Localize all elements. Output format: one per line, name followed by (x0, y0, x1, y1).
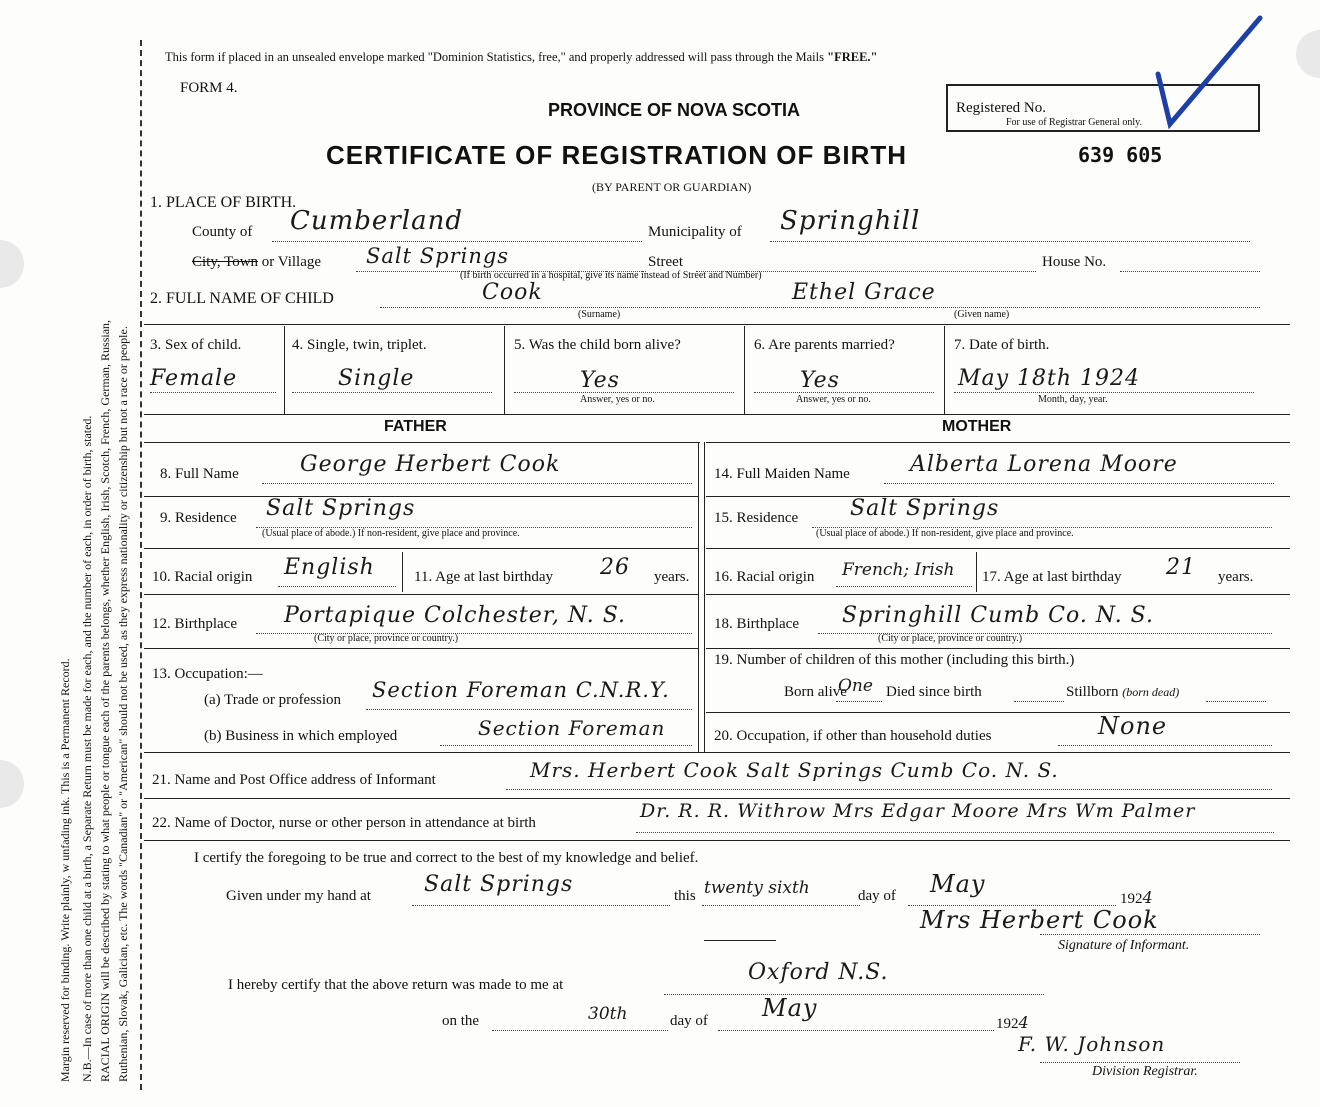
father-name-label: 8. Full Name (160, 466, 239, 482)
informant-label: 21. Name and Post Office address of Informant (152, 772, 436, 788)
mother-age-unit: years. (1218, 569, 1254, 585)
year-value: 1924 (1120, 888, 1153, 907)
margin-note: Margin reserved for binding. Write plainly, w unfading ink. This is a Permanent Record. (58, 658, 72, 1082)
registrar-signature: F. W. Johnson (1018, 1032, 1166, 1056)
father-residence-label: 9. Residence (160, 510, 237, 526)
margin-note: RACIAL ORIGIN will be described by stating to what people or tongue each of the parents belongs, whether English, Irish, Scotch, French, German, Russian, (98, 319, 112, 1082)
form-number: FORM 4. (180, 80, 238, 96)
father-residence-value: Salt Springs (266, 496, 416, 521)
mother-race-label: 16. Racial origin (714, 569, 815, 585)
place-of-birth-label: 1. PLACE OF BIRTH. (150, 194, 297, 211)
born-alive-value: Yes (580, 368, 620, 393)
mail-notice: This form if placed in an unsealed envelope marked "Dominion Statistics, free," and properly addressed will pass through the Mails "FREE." (165, 50, 878, 64)
margin-note: N.B.—In case of more than one child at a birth, a Separate Return must be made for each, and the number of each, in order of birth, stated. (80, 415, 94, 1082)
parents-married-caption: Answer, yes or no. (796, 394, 871, 405)
binder-hole (1296, 30, 1320, 78)
date-caption: Month, day, year. (1038, 394, 1108, 405)
father-age-value: 26 (600, 555, 630, 580)
born-alive-caption: Answer, yes or no. (580, 394, 655, 405)
plurality-value: Single (338, 366, 415, 391)
born-alive-label: 5. Was the child born alive? (514, 337, 681, 353)
registrar-year-value: 1924 (996, 1013, 1029, 1032)
doctor-value: Dr. R. R. Withrow Mrs Edgar Moore Mrs Wm Palmer (640, 800, 1196, 822)
trade-value: Section Foreman C.N.R.Y. (372, 678, 670, 702)
sex-value: Female (150, 366, 238, 391)
child-given-name: Ethel Grace (792, 280, 936, 305)
sex-label: 3. Sex of child. (150, 337, 242, 353)
children-count-label: 19. Number of children of this mother (including this birth.) (714, 652, 1075, 668)
parents-married-value: Yes (800, 368, 840, 393)
day-of-label: day of (858, 888, 896, 904)
margin-note: Ruthenian, Slovak, Galician, etc. The words "Canadian" or "American" should not be used, as they express nationality or citizenship but not a race or people. (116, 326, 130, 1082)
registrar-month-value: May (762, 994, 818, 1022)
father-age-unit: years. (654, 569, 690, 585)
father-name-value: George Herbert Cook (300, 452, 561, 477)
certificate-title: CERTIFICATE OF REGISTRATION OF BIRTH (326, 140, 908, 170)
business-value: Section Foreman (478, 716, 666, 740)
binding-margin-line (140, 40, 142, 1090)
province-title: PROVINCE OF NOVA SCOTIA (548, 100, 801, 120)
hospital-note: (If birth occurred in a hospital, give its name instead of Street and Number) (460, 270, 762, 281)
registered-note: For use of Registrar General only. (1006, 117, 1142, 128)
registered-label: Registered No. (956, 100, 1046, 116)
father-birthplace-caption: (City or place, province or country.) (314, 633, 459, 644)
surname-caption: (Surname) (578, 309, 621, 320)
county-value: Cumberland (290, 206, 463, 236)
month-value: May (930, 870, 986, 898)
given-place-value: Salt Springs (424, 872, 574, 897)
mother-residence-caption: (Usual place of abode.) If non-resident, give place and province. (816, 528, 1074, 539)
mother-birthplace-value: Springhill Cumb Co. N. S. (842, 603, 1154, 628)
born-alive-count-label: Born alive (784, 684, 847, 700)
subtitle: (BY PARENT OR GUARDIAN) (592, 180, 752, 194)
doctor-label: 22. Name of Doctor, nurse or other person in attendance at birth (152, 815, 536, 831)
father-age-label: 11. Age at last birthday (414, 569, 553, 585)
check-mark-icon (1150, 12, 1270, 132)
this-label: this (674, 888, 696, 904)
mother-birthplace-label: 18. Birthplace (714, 616, 799, 632)
mother-name-label: 14. Full Maiden Name (714, 466, 850, 482)
registrar-day-of-label: day of (670, 1013, 708, 1029)
village-value: Salt Springs (366, 244, 510, 268)
mother-occupation-label: 20. Occupation, if other than household duties (714, 728, 992, 744)
father-heading: FATHER (384, 418, 447, 435)
parents-married-label: 6. Are parents married? (754, 337, 895, 353)
child-surname: Cook (482, 280, 543, 305)
registrar-statement: I hereby certify that the above return was made to me at (228, 977, 564, 993)
mother-occupation-value: None (1098, 712, 1168, 740)
mother-heading: MOTHER (942, 418, 1012, 435)
child-name-label: 2. FULL NAME OF CHILD (150, 290, 334, 307)
father-birthplace-label: 12. Birthplace (152, 616, 237, 632)
mother-age-value: 21 (1166, 555, 1196, 580)
mother-birthplace-caption: (City or place, province or country.) (878, 633, 1023, 644)
father-race-label: 10. Racial origin (152, 569, 253, 585)
given-name-caption: (Given name) (954, 309, 1010, 320)
father-occupation-label: 13. Occupation:— (152, 666, 263, 682)
city-label: City, Town or Village (192, 254, 322, 270)
house-number-label: House No. (1042, 254, 1107, 270)
date-of-birth-label: 7. Date of birth. (954, 337, 1050, 353)
binder-hole (0, 240, 24, 288)
binder-hole (0, 760, 24, 808)
certificate-number: 639 605 (1078, 143, 1163, 167)
plurality-label: 4. Single, twin, triplet. (292, 337, 427, 353)
father-race-value: English (284, 555, 375, 580)
mother-age-label: 17. Age at last birthday (982, 569, 1122, 585)
mother-name-value: Alberta Lorena Moore (910, 452, 1178, 477)
street-label: Street (648, 254, 683, 270)
day-value: twenty sixth (704, 878, 810, 898)
mother-residence-value: Salt Springs (850, 496, 1000, 521)
informant-signature-caption: Signature of Informant. (1058, 938, 1190, 953)
municipality-label: Municipality of (648, 224, 742, 240)
father-birthplace-value: Portapique Colchester, N. S. (284, 603, 626, 628)
mother-residence-label: 15. Residence (714, 510, 799, 526)
given-under-hand-label: Given under my hand at (226, 888, 371, 904)
municipality-value: Springhill (780, 206, 921, 236)
mother-race-value: French; Irish (842, 560, 955, 580)
father-residence-caption: (Usual place of abode.) If non-resident, give place and province. (262, 528, 520, 539)
registrar-day-value: 30th (588, 1004, 628, 1024)
business-label: (b) Business in which employed (204, 728, 398, 744)
date-of-birth-value: May 18th 1924 (958, 366, 1141, 391)
on-the-label: on the (442, 1013, 480, 1029)
registrar-caption: Division Registrar. (1092, 1064, 1198, 1079)
died-since-birth-label: Died since birth (886, 684, 982, 700)
registrar-place-value: Oxford N.S. (748, 960, 889, 985)
stillborn-label: Stillborn (born dead) (1066, 684, 1180, 700)
informant-signature: Mrs Herbert Cook (920, 906, 1159, 934)
trade-label: (a) Trade or profession (204, 692, 342, 708)
informant-value: Mrs. Herbert Cook Salt Springs Cumb Co. N. S. (530, 758, 1059, 782)
county-label: County of (192, 224, 253, 240)
born-alive-count-value: One (838, 676, 873, 696)
certify-statement: I certify the foregoing to be true and correct to the best of my knowledge and belief. (194, 850, 699, 866)
